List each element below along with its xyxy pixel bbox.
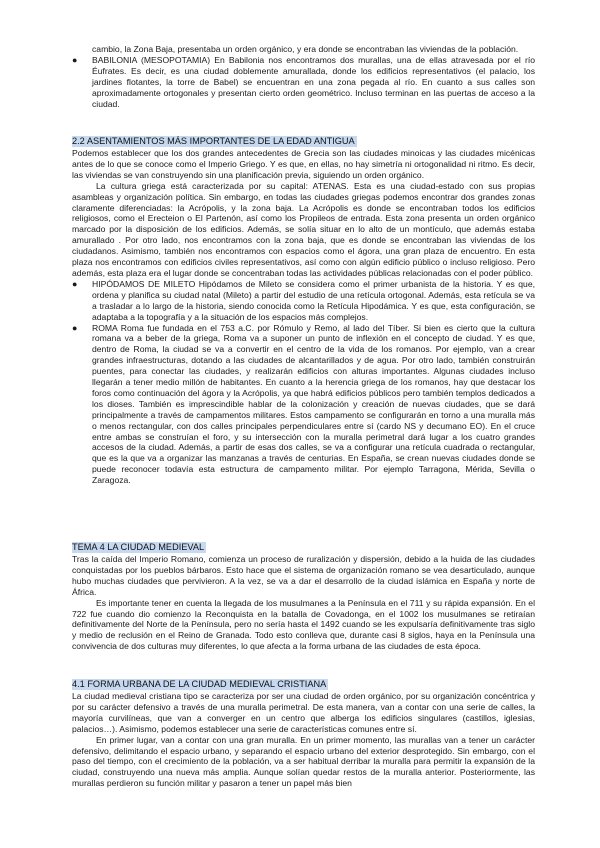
- list-item-hipodamos: [72, 279, 535, 323]
- list-item-text: HIPÓDAMOS DE MILETO Hipódamos de Mileto se considera como el primer urbanista de la historia. Y es que, ordena y planifica su ciudad natal (Mileto) a partir del estudio de una retícula ortogonal. Además, esta retícula se va a trasladar a lo largo de la historia, siendo conocida como la Retícula Hipodámica. Y es que, esta configuración, se adaptaba a la topografía y a la situación de los espacios más complejos.: [92, 278, 535, 322]
- section-2-2: [72, 136, 535, 486]
- continued-paragraph: cambio, la Zona Baja, presentaba un orden orgánico, y era donde se encontraban las viviendas de la población.: [92, 44, 519, 54]
- paragraph: Podemos establecer que los dos grandes antecedentes de Grecia son las ciudades minoicas y las ciudades micénicas antes de lo que se conoce como el Imperio Griego. Y es que, en ellas, no hay simetría ni ortogonalidad ni ritmo. Es decir, las viviendas se van construyendo sin una planificación previa, siguiendo un orden orgánico.: [72, 148, 535, 180]
- bullet-icon: ●: [72, 278, 78, 289]
- section-heading: 4.1 FORMA URBANA DE LA CIUDAD MEDIEVAL CRISTIANA: [72, 679, 327, 689]
- bullet-icon: ●: [72, 54, 78, 65]
- section-4-1: [72, 679, 535, 789]
- section-heading: 2.2 ASENTAMIENTOS MÁS IMPORTANTES DE LA EDAD ANTIGUA: [72, 136, 355, 146]
- paragraph: Tras la caída del Imperio Romano, comienza un proceso de ruralización y dispersión, debido a la huida de las ciudades conquistadas por los pueblos bárbaros. Esto hace que el sistema de organización romano se vea desarticulado, aunque hubo muchas ciudades que pervivieron. A la vez, se va a dar el desarrollo de la ciudad islámica en España y norte de África.: [72, 554, 535, 597]
- intro-block: [72, 44, 535, 109]
- paragraph: La cultura griega está caracterizada por su capital: ATENAS. Esta es una ciudad-estado con sus propias asambleas y organización política. Sin embargo, en todas las ciudades griegas podemos encontrar dos grandes zonas claramente diferenciadas: la Acrópolis, y la zona baja. La Acrópolis es donde se encontraban todos los edificios religiosos, como el Erecteion o El Partenón, así como los Propileos de entrada. Esta zona presenta un orden orgánico marcado por la disposición de los edificios. Además, se solía situar en lo alto de un montículo, que además estaba amurallado . Por otro lado, nos encontramos con la zona baja, que es donde se encontraban las viviendas de los ciudadanos. Asimismo, también nos encontramos con espacios como el ágora, una gran plaza de encuentro. En esta plaza nos encontramos con edificios civiles representativos, así como con algún edificio público o incluso religioso. Pero además, esta plaza era el lugar donde se concentraban todas las actividades públicas relacionadas con el poder público.: [72, 180, 535, 278]
- tema-4: [72, 542, 535, 652]
- paragraph: La ciudad medieval cristiana tipo se caracteriza por ser una ciudad de orden orgánico, por su organización concéntrica y por su carácter defensivo a través de una muralla perimetral. De esta manera, van a contar con una serie de calles, la mayoría curvilíneas, que van a converger en un centro que alberga los edificios singulares (castillos, iglesias, palacios…). Asimismo, podemos establecer una serie de características comunes entre sí.: [72, 691, 535, 734]
- section-heading: TEMA 4 LA CIUDAD MEDIEVAL: [72, 542, 205, 552]
- list-item-text: BABILONIA (MESOPOTAMIA) En Babilonia nos encontramos dos murallas, una de ellas atravesada por el río Éufrates. Es decir, es una ciudad doblemente amurallada, donde los edificios representativos (el palacio, los jardines flotantes, la torre de Babel) se encuentran en una zona pegada al río. En cuanto a sus calles son aproximadamente ortogonales y presentan cierto orden geométrico. Incluso terminan en las puertas de acceso a la ciudad.: [92, 54, 535, 109]
- paragraph: En primer lugar, van a contar con una gran muralla. En un primer momento, las murallas van a tener un carácter defensivo, delimitando el espacio urbano, y separando el espacio urbano del exterior desprotegido. Sin embargo, con el paso del tiempo, con el crecimiento de la población, va a ser habitual derribar la muralla para permitir la expansión de la ciudad, construyendo una nueva más amplia. Aunque solían quedar restos de la muralla anterior. Posteriormente, las murallas perdieron su función militar y pasaron a tener un papel más bien: [72, 734, 535, 789]
- bullet-icon: ●: [72, 322, 78, 333]
- paragraph: Es importante tener en cuenta la llegada de los musulmanes a la Península en el 711 y su rápida expansión. En el 722 fue cuando dio comienzo la Reconquista en la batalla de Covadonga, en el 1002 los musulmanes se retiraían definitivamente del Norte de la Península, pero no sería hasta el 1492 cuando se les expulsaría definitivamente tras siglo y medio de reclusión en el Reino de Granada. Todo esto conlleva que, durante casi 8 siglos, haya en la Península una convivencia de dos culturas muy diferentes, lo que afecta a la forma urbana de las ciudades de esta época.: [72, 597, 535, 652]
- list-item-roma: [72, 323, 535, 487]
- list-item-babilonia: [72, 55, 535, 110]
- list-item-text: ROMA Roma fue fundada en el 753 a.C. por Rómulo y Remo, al lado del Tíber. Si bien es cierto que la cultura romana va a beber de la griega, Roma va a suponer un punto de inflexión en el concepto de ciudad. Y es que, dentro de Roma, la ciudad se va a convertir en el centro de la vida de los romanos. Por ejemplo, van a crear grandes infraestructuras, dotando a las ciudades de alcantarillados y de agua. Por otro lado, también construirán puentes, para conectar las ciudades, y realizarán edificios con alturas importantes. Algunas ciudades incluso llegarán a tener medio millón de habitantes. En cuanto a la herencia griega de los romanos, hay que destacar los foros como continuación del ágora y la Acrópolis, ya que habrá edificios públicos pero también templos dedicados a los dioses. También es imprescindible hablar de la colonización y creación de nuevas ciudades, que se dará principalmente a través de campamentos militares. Estos campamento se configurarán en torno a una muralla más o menos rectangular, con dos calles principales perpendiculares entre sí (cardo NS y decumano EO). En el cruce entre ambas se construían el foro, y su intersección con la muralla perimetral dará lugar a los cuatro grandes accesos de la ciudad. Además, a partir de esas dos calles, se va a configurar una retícula cuadrada o rectangular, que es la que va a organizar las manzanas a través de centurias. En España, se crean nuevas ciudades donde se puede reconocer todavía esta estructura de campamento militar. Por ejemplo Tarragona, Mérida, Sevilla o Zaragoza.: [92, 322, 535, 486]
